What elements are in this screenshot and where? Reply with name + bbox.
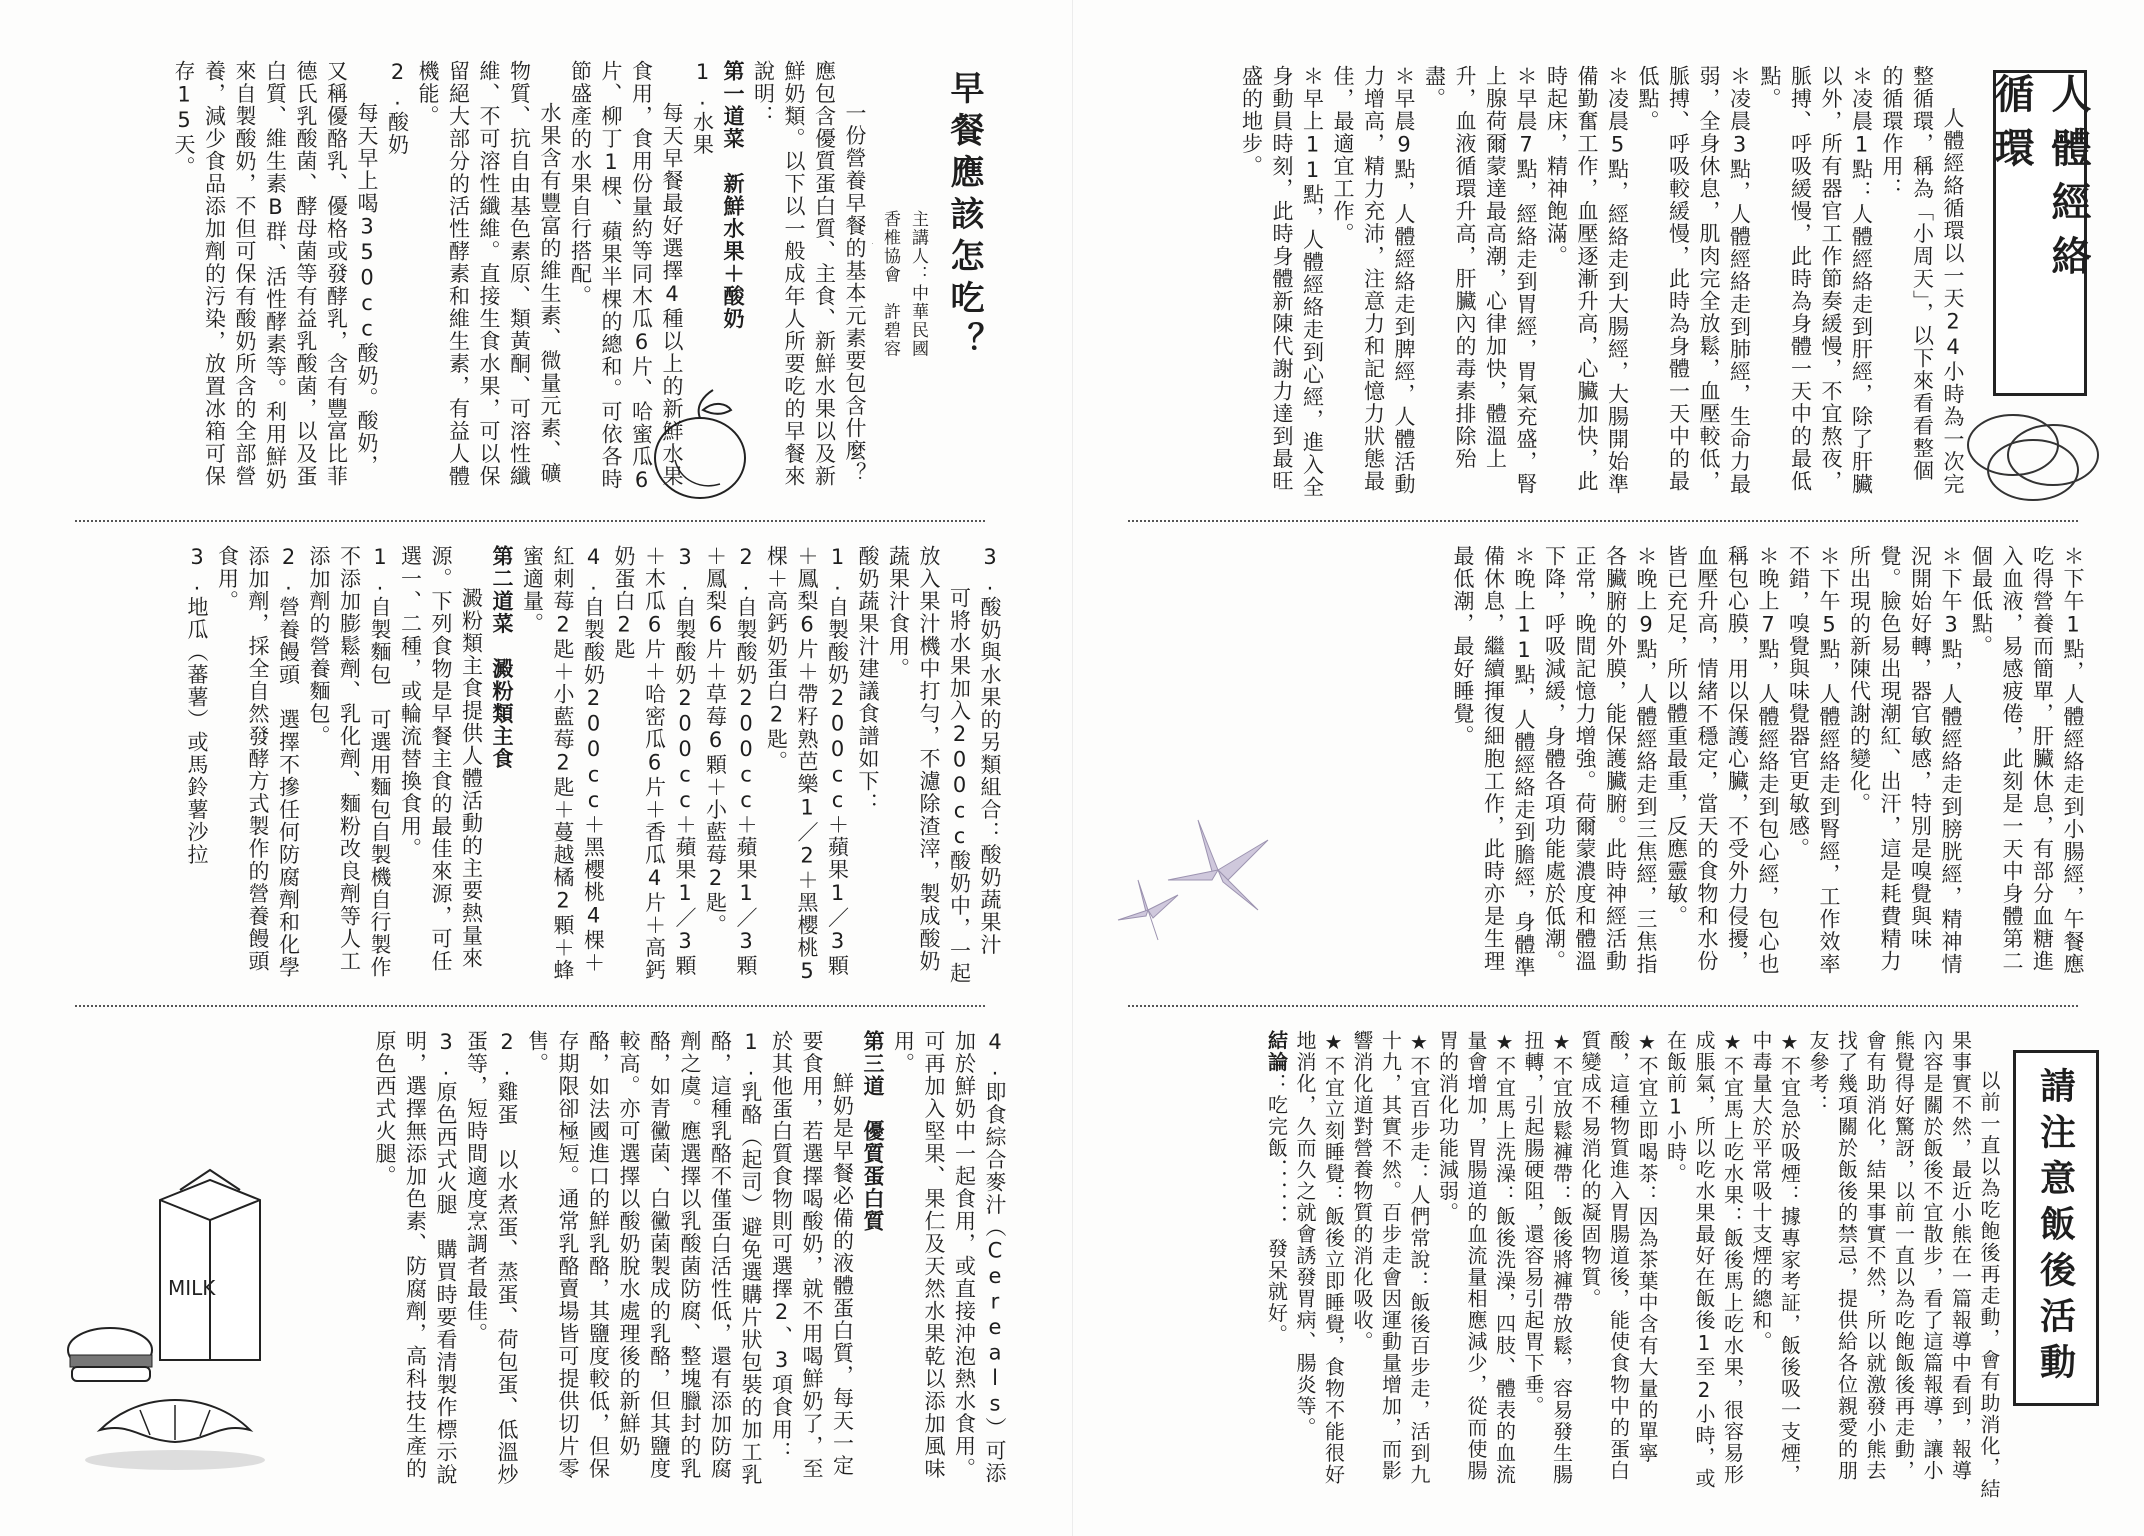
yogurt-combo-head: 3.酸奶與水果的另類組合：酸奶蔬果汁	[978, 545, 1002, 956]
after-meal-item: ★不宜急於吸煙：據專家考証，飯後吸一支煙，中毒量大於平常吸十支煙的總和。	[1749, 1030, 1802, 1486]
meridian-mid-body	[1213, 545, 2088, 980]
fruit-head: 1.水果	[690, 60, 715, 156]
protein-3: 3.原色西式火腿 購買時要看清製作標示說明，選擇無添加色素、防腐劑，高科技生產的原色西式火腿。	[373, 1030, 458, 1486]
starch-4: 4.即食綜合麥汁（Cereals）可添加於鮮奶中一起食用，或直接沖泡熱水食用。可再加入堅果、果仁及天然水果乾以添加風味用。	[891, 1030, 1007, 1485]
meridian-item: ＊早晨9點，人體經絡走到脾經，人體活動力增高，精力充沛，注意力和記憶力狀態最佳，最適宜工作。	[1331, 65, 1416, 496]
right-page	[1072, 0, 2144, 1536]
meridian-item: ＊早晨7點，經絡走到胃經，胃氣充盛，腎上腺荷爾蒙達最高潮，心律加快，體溫上升，血液循環升高，肝臟內的毒素排除殆盡。	[1422, 65, 1538, 496]
starch-paragraph: 澱粉類主食提供人體活動的主要熱量來源。下列食物是早餐主食的最佳來源，可任選一、二種，或輪流替換食用。	[398, 545, 484, 973]
circles-ornament	[1953, 400, 2123, 510]
meridian-item: ＊凌晨5點，經絡走到大腸經，大腸開始準備勤奮工作，血壓逐漸升高，心臟加快，此時起床，精神飽滿。	[1544, 65, 1630, 496]
yogurt-combo-paragraph: 可將水果加入200cc酸奶中，一起放入果汁機中打勻，不濾除渣滓，製成酸奶蔬果汁食用。	[886, 545, 972, 985]
breakfast-speaker: 主講人：中華民國香椎協會 許碧容	[880, 210, 928, 358]
dish2-title: 第二道菜 澱粉類主食	[490, 545, 514, 770]
fruit-paragraph-2: 水果含有豐富的維生素、微量元素、礦物質、抗自由基色素原、類黃酮、可溶性纖維、不可溶性纖維。直接生食水果，可以保留絕大部分的活性酵素和維生素，有益人體機能。	[416, 60, 562, 488]
yogurt-paragraph: 每天早上喝350cc酸奶。酸奶，又稱優酪乳、優格或發酵乳，含有豐富比菲德氏乳酸菌、酵母菌等有益乳酸菌，以及蛋白質、維生素B群、活性酵素等。利用鮮奶來自製酸奶，不但可保有酸奶所含的全部營養，減少食品添加劑的污染，放置冰箱可保存15天。	[172, 60, 379, 491]
conclusion-text: ：吃完飯．．．．．．發呆就好。	[1264, 1073, 1289, 1346]
yogurt-head: 2.酸奶	[385, 60, 410, 156]
protein-paragraph: 鮮奶是早餐必備的液體蛋白質，每天一定要食用，若選擇喝酸奶，就不用喝鮮奶了，至於其他蛋白質食物則可選擇2、3項食用：	[769, 1030, 855, 1480]
breakfast-mid-body	[70, 545, 1005, 985]
starch-3: 3.地瓜（蕃薯）或馬鈴薯沙拉	[185, 545, 209, 866]
starch-2: 2.營養饅頭 選擇不摻任何防腐劑和化學添加劑，採全自然發酵方式製作的營養饅頭食用。	[215, 545, 301, 979]
after-meal-item: ★不宜放鬆褲帶：飯後將褲帶放鬆，容易發生腸扭轉，引起腸硬阻，還容易引起胃下垂。	[1521, 1030, 1574, 1486]
after-meal-item: ★不宜立即喝茶：因為茶葉中含有大量的單寧酸，這種物質進入胃腸道後，能使食物中的蛋白質變成不易消化的凝固物質。	[1578, 1030, 1659, 1482]
meridian-item: ＊下午1點，人體經絡走到小腸經，午餐應吃得營養而簡單，肝臟休息，有部分血糖進入血液，易感疲倦，此刻是一天中身體第二個最低點。	[1969, 545, 2085, 976]
breakfast-title: 早餐應該怎吃？	[944, 70, 984, 364]
meridian-intro: 人體經絡循環以一天24小時為一次完整循環，稱為「小周天」，以下來看看整個的循環作用：	[1880, 65, 1965, 496]
breakfast-top-body	[150, 60, 870, 495]
after-meal-item: ★不宜立刻睡覺：飯後立即睡覺，食物不能很好地消化，久而久之就會誘發胃病、腸炎等。	[1293, 1030, 1346, 1486]
recipe-2: 2.自製酸奶200cc＋蘋果1／3顆＋鳳梨6片＋草莓6顆＋小藍莓2匙。	[703, 545, 758, 977]
meridian-top-body	[1133, 65, 1968, 500]
milk-carton-label: MILK	[168, 1276, 216, 1300]
after-meal-item: ★不宜馬上吃水果：飯後馬上吃水果，很容易形成脹氣，所以吃水果最好在飯後1至2小時，或在飯前1小時。	[1663, 1030, 1745, 1490]
section-divider	[1128, 520, 2078, 522]
dish3-title: 第三道 優質蛋白質	[861, 1030, 885, 1233]
meridian-item: ＊凌晨3點，人體經絡走到肺經，生命力最弱，全身休息，肌肉完全放鬆，血壓較低，脈搏、呼吸較緩慢，此時為身體一天中的最低點。	[1636, 65, 1752, 496]
after-meal-item: ★不宜百步走：人們常說：飯後百步走，活到九十九，其實不然。百步走會因運動量增加，而影響消化道對營養物質的消化吸收。	[1350, 1030, 1431, 1486]
recipe-intro: 酸奶蔬果汁建議食譜如下：	[856, 545, 880, 815]
meridian-item: ＊早上11點，人體經絡走到心經，進入全身動員時刻，此時身體新陳代謝力達到最旺盛的地步。	[1239, 65, 1325, 499]
recipe-4: 4.自製酸奶200cc＋黑櫻桃4棵＋紅刺莓2匙＋小藍莓2匙＋蔓越橘2顆＋蜂蜜適量。	[520, 545, 606, 982]
meridian-title: 人體經絡 循環	[1993, 70, 2087, 396]
leaf-ornament	[1108, 800, 1288, 960]
dish1-title: 第一道菜 新鮮水果＋酸奶	[721, 60, 745, 330]
breakfast-bottom-body	[260, 1030, 1010, 1490]
conclusion-label: 結論	[1264, 1030, 1289, 1073]
recipe-1: 1.自製酸奶200cc＋蘋果1／3顆＋鳳梨6片＋帶籽熟芭樂1／2＋黑櫻桃5棵＋高鈣奶蛋白2匙。	[764, 545, 850, 985]
after-meal-item: ★不宜馬上洗澡：飯後洗澡，四肢、體表的血流量會增加，胃腸道的血流量相應減少，從而使腸胃的消化功能減弱。	[1435, 1030, 1517, 1486]
meridian-item: ＊下午3點，人體經絡走到膀胱經，精神情況開始好轉，器官敏感，特別是嗅覺與味覺。臉色易出現潮紅、出汗，這是耗費精力所出現的新陳代謝的變化。	[1847, 545, 1963, 976]
section-divider	[1128, 1005, 2078, 1007]
protein-1: 1.乳酪（起司）避免選購片狀包裝的加工乳酪，這種乳酪不僅蛋白活性低，還有添加防腐劑之虞。應選擇以乳酸菌防腐、整塊臘封的乳酪，如青黴菌、白黴菌製成的乳酪，但其鹽度較高。亦可選擇以酸奶脫水處理後的新鮮奶酪，如法國進口的鮮乳酪，其鹽度較低，但保存期限卻極短。通常乳酪賣場皆可提供切片零售。	[525, 1030, 763, 1486]
meridian-item: ＊下午5點，人體經絡走到腎經，工作效率不錯，嗅覺與味覺器官更敏感。	[1786, 545, 1841, 976]
meridian-item: ＊凌晨1點：人體經絡走到肝經，除了肝臟以外，所有器官工作節奏緩慢，不宜熬夜，脈搏、呼吸緩慢，此時為身體一天中的最低點。	[1758, 65, 1874, 496]
breakfast-food-illustration	[60, 1160, 280, 1480]
breakfast-intro: 一份營養早餐的基本元素要包含什麼？應包含優質蛋白質、主食、新鮮水果以及新鮮奶類。以下以一般成年人所要吃的早餐來說明：	[751, 60, 867, 488]
after-meal-title: 請注意飯後活動	[2013, 1050, 2099, 1406]
after-meal-body	[1133, 1030, 2003, 1500]
meridian-item: ＊晚上7點，人體經絡走到包心經，包心也稱包心膜，用以保護心臟，不受外力侵擾，血壓升高，情緒不穩定，當天的食物和水份皆已充足，所以體重最重，反應靈敏。	[1664, 545, 1780, 976]
starch-1: 1.自製麵包 可選用麵包自製機自行製作不添加膨鬆劑、乳化劑、麵粉改良劑等人工添加劑的營養麵包。	[307, 545, 392, 979]
recipe-3: 3.自製酸奶200cc＋蘋果1／3顆＋木瓜6片＋哈密瓜6片＋香瓜4片＋高鈣奶蛋白2匙	[612, 545, 697, 982]
meridian-item: ＊晚上9點，人體經絡走到三焦經，三焦指各臟腑的外膜，能保護臟腑。此時神經活動正常，晚間記憶力增強。荷爾蒙濃度和體溫下降，呼吸減緩，身體各項功能處於低潮。	[1542, 545, 1658, 976]
section-divider	[75, 520, 985, 522]
after-meal-intro: 以前一直以為吃飽後再走動，會有助消化，結果事實不然，最近小熊在一篇報導中看到，報導內容是關於飯後不宜散步，看了這篇報導，讓小熊覺得好驚訝，以前一直以為吃飽飯後再走動，會有助消化，結果事實不然，所以就激發小熊去找了幾項關於飯後的禁忌，提供給各位親愛的朋友參考：	[1806, 1030, 2001, 1500]
protein-2: 2.雞蛋 以水煮蛋、蒸蛋、荷包蛋、低溫炒蛋等，短時間適度烹調者最佳。	[464, 1030, 519, 1486]
section-divider	[75, 1005, 985, 1007]
meridian-item: ＊晚上11點，人體經絡走到膽經，身體準備休息，繼續揮復細胞工作，此時亦是生理最低潮，最好睡覺。	[1451, 545, 1536, 979]
conclusion	[1262, 1030, 1291, 1500]
fruit-paragraph-1: 每天早餐最好選擇4種以上的新鮮水果食用，食用份量約等同木瓜6片、哈蜜瓜6片、柳丁1棵、蘋果半棵的總和。可依各時節盛產的水果自行搭配。	[568, 60, 684, 494]
